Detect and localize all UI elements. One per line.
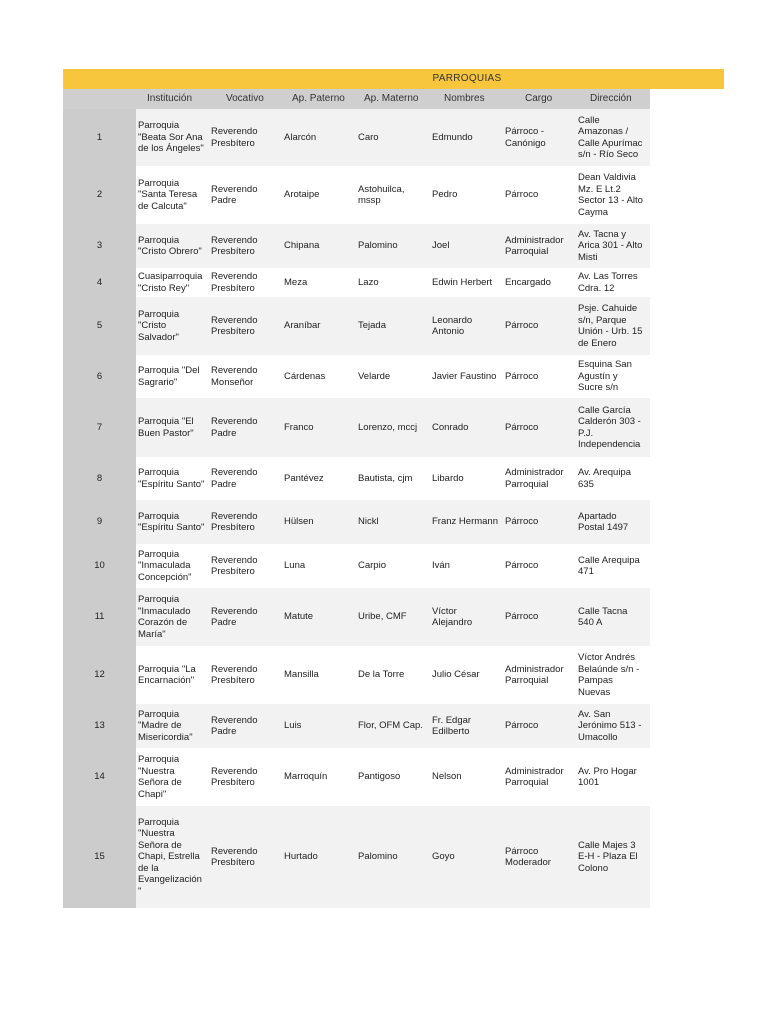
cell-ap-materno: Bautista, cjm <box>358 472 413 484</box>
cell-vocativo: Reverendo Presbítero <box>211 234 258 257</box>
cell-ap-paterno: Marroquín <box>284 771 328 783</box>
cell-vocativo: Reverendo Monseñor <box>211 365 258 388</box>
header-ap-paterno: Ap. Paterno <box>292 93 345 104</box>
cell-direccion: Víctor Andrés Belaúnde s/n - Pampas Nuevas <box>578 652 640 698</box>
row-number: 14 <box>94 771 105 783</box>
cell-institucion: Parroquia "Nuestra Señora de Chapi" <box>138 754 182 800</box>
cell-nombres: Javier Faustino <box>432 370 497 382</box>
cell-vocativo: Reverendo Presbítero <box>211 314 258 337</box>
cell-cargo: Párroco - Canónigo <box>505 126 546 149</box>
cell-ap-materno: Carpio <box>358 560 386 572</box>
cell-cargo: Encargado <box>505 276 551 288</box>
row-number: 11 <box>94 611 105 623</box>
row-number: 3 <box>96 240 103 252</box>
row-number: 9 <box>96 516 103 528</box>
header-row <box>63 89 650 109</box>
cell-ap-materno: Palomino <box>358 240 398 252</box>
cell-ap-materno: Caro <box>358 131 379 143</box>
cell-nombres: Víctor Alejandro <box>432 605 473 628</box>
cell-nombres: Leonardo Antonio <box>432 314 473 337</box>
row-number: 12 <box>94 669 105 681</box>
cell-vocativo: Reverendo Presbítero <box>211 510 258 533</box>
cell-ap-materno: De la Torre <box>358 669 405 681</box>
cell-ap-paterno: Matute <box>284 611 314 623</box>
cell-cargo: Administrador Parroquial <box>505 765 564 788</box>
cell-ap-materno: Astohuilca, mssp <box>358 183 405 206</box>
title-bar <box>63 69 724 89</box>
cell-nombres: Conrado <box>432 421 469 433</box>
cell-cargo: Párroco <box>505 421 539 433</box>
cell-direccion: Av. Las Torres Cdra. 12 <box>578 271 638 294</box>
cell-direccion: Calle Amazonas / Calle Apurímac s/n - Río Seco <box>578 114 643 160</box>
cell-ap-paterno: Luis <box>284 720 302 732</box>
cell-institucion: Parroquia "Santa Teresa de Calcuta" <box>138 177 198 212</box>
cell-nombres: Iván <box>432 560 450 572</box>
header-cargo: Cargo <box>525 93 553 104</box>
cell-ap-materno: Palomino <box>358 851 398 863</box>
cell-ap-paterno: Arotaipe <box>284 189 320 201</box>
cell-ap-paterno: Pantévez <box>284 472 324 484</box>
row-number: 8 <box>96 472 103 484</box>
cell-nombres: Goyo <box>432 851 455 863</box>
cell-nombres: Julio César <box>432 669 480 681</box>
cell-nombres: Libardo <box>432 472 464 484</box>
cell-institucion: Parroquia "El Buen Pastor" <box>138 416 194 439</box>
cell-vocativo: Reverendo Padre <box>211 467 258 490</box>
cell-direccion: Dean Valdivia Mz. E Lt.2 Sector 13 - Alto Cayma <box>578 172 643 218</box>
cell-cargo: Párroco <box>505 720 539 732</box>
cell-institucion: Parroquia "Beata Sor Ana de los Ángeles" <box>138 120 204 155</box>
cell-institucion: Parroquia "Del Sagrario" <box>138 365 200 388</box>
cell-nombres: Fr. Edgar Edilberto <box>432 714 472 737</box>
cell-nombres: Edmundo <box>432 131 473 143</box>
cell-vocativo: Reverendo Presbítero <box>211 845 258 868</box>
cell-nombres: Edwin Herbert <box>432 276 493 288</box>
cell-institucion: Parroquia "Cristo Obrero" <box>138 234 202 257</box>
header-ap-materno: Ap. Materno <box>364 93 419 104</box>
cell-direccion: Apartado Postal 1497 <box>578 510 629 533</box>
cell-vocativo: Reverendo Padre <box>211 605 258 628</box>
cell-cargo: Párroco <box>505 370 539 382</box>
cell-cargo: Párroco <box>505 189 539 201</box>
cell-ap-materno: Pantigoso <box>358 771 401 783</box>
cell-institucion: Parroquia "Inmaculado Corazón de María" <box>138 594 191 640</box>
cell-ap-materno: Velarde <box>358 370 391 382</box>
cell-vocativo: Reverendo Presbítero <box>211 663 258 686</box>
cell-direccion: Av. Arequipa 635 <box>578 467 631 490</box>
cell-ap-materno: Tejada <box>358 320 386 332</box>
cell-direccion: Calle Tacna 540 A <box>578 605 628 628</box>
cell-institucion: Parroquia "La Encarnación" <box>138 663 196 686</box>
cell-nombres: Nelson <box>432 771 462 783</box>
row-number: 6 <box>96 370 103 382</box>
cell-institucion: Parroquia "Madre de Misericordia" <box>138 708 193 743</box>
cell-ap-paterno: Franco <box>284 421 314 433</box>
cell-ap-paterno: Hurtado <box>284 851 318 863</box>
cell-nombres: Franz Hermann <box>432 516 498 528</box>
cell-ap-paterno: Meza <box>284 276 308 288</box>
row-number: 5 <box>96 320 103 332</box>
cell-ap-materno: Uribe, CMF <box>358 611 407 623</box>
header-nombres: Nombres <box>444 93 485 104</box>
row-number: 13 <box>94 720 105 732</box>
cell-vocativo: Reverendo Padre <box>211 416 258 439</box>
cell-ap-materno: Lorenzo, mccj <box>358 421 418 433</box>
cell-cargo: Párroco <box>505 611 539 623</box>
cell-ap-materno: Lazo <box>358 276 379 288</box>
cell-vocativo: Reverendo Padre <box>211 183 258 206</box>
cell-direccion: Calle García Calderón 303 - P.J. Independencia <box>578 404 641 450</box>
cell-vocativo: Reverendo Presbítero <box>211 554 258 577</box>
cell-ap-paterno: Cárdenas <box>284 370 326 382</box>
cell-ap-paterno: Luna <box>284 560 306 572</box>
cell-institucion: Parroquia "Espíritu Santo" <box>138 510 205 533</box>
cell-institucion: Parroquia "Espíritu Santo" <box>138 467 205 490</box>
cell-nombres: Joel <box>432 240 450 252</box>
cell-direccion: Calle Majes 3 E-H - Plaza El Colono <box>578 839 638 874</box>
cell-ap-paterno: Chipana <box>284 240 320 252</box>
header-vocativo: Vocativo <box>226 93 264 104</box>
cell-cargo: Párroco <box>505 320 539 332</box>
cell-ap-materno: Nickl <box>358 516 379 528</box>
row-number: 10 <box>94 560 105 572</box>
cell-nombres: Pedro <box>432 189 458 201</box>
header-direccion: Dirección <box>590 93 632 104</box>
cell-cargo: Párroco Moderador <box>505 845 551 868</box>
cell-cargo: Administrador Parroquial <box>505 467 564 490</box>
cell-direccion: Psje. Cahuide s/n, Parque Unión - Urb. 15 de Enero <box>578 303 643 349</box>
cell-direccion: Calle Arequipa 471 <box>578 554 640 577</box>
cell-cargo: Párroco <box>505 516 539 528</box>
row-number: 1 <box>96 131 103 143</box>
header-institucion: Institución <box>147 93 193 104</box>
cell-ap-materno: Flor, OFM Cap. <box>358 720 423 732</box>
row-number: 4 <box>96 276 103 288</box>
cell-institucion: Parroquia "Nuestra Señora de Chapi, Estrella de la Evangelización " <box>138 816 202 897</box>
row-number: 15 <box>94 851 105 863</box>
cell-cargo: Administrador Parroquial <box>505 234 564 257</box>
cell-ap-paterno: Araníbar <box>284 320 321 332</box>
cell-direccion: Esquina San Agustín y Sucre s/n <box>578 359 632 394</box>
cell-cargo: Párroco <box>505 560 539 572</box>
cell-direccion: Av. Tacna y Arica 301 - Alto Misti <box>578 228 643 263</box>
row-number: 7 <box>96 421 103 433</box>
cell-ap-paterno: Mansilla <box>284 669 319 681</box>
cell-cargo: Administrador Parroquial <box>505 663 564 686</box>
cell-institucion: Parroquia "Inmaculada Concepción" <box>138 548 192 583</box>
cell-vocativo: Reverendo Presbítero <box>211 271 258 294</box>
cell-institucion: Parroquia "Cristo Salvador" <box>138 308 180 343</box>
cell-vocativo: Reverendo Padre <box>211 714 258 737</box>
cell-direccion: Av. Pro Hogar 1001 <box>578 765 637 788</box>
row-number: 2 <box>96 189 103 201</box>
sheet-title: PARROQUIAS <box>432 73 502 84</box>
cell-direccion: Av. San Jerónimo 513 - Umacollo <box>578 708 642 743</box>
cell-institucion: Cuasiparroquia "Cristo Rey" <box>138 271 203 294</box>
cell-ap-paterno: Alarcón <box>284 131 317 143</box>
cell-vocativo: Reverendo Presbítero <box>211 126 258 149</box>
cell-vocativo: Reverendo Presbítero <box>211 765 258 788</box>
cell-ap-paterno: Hülsen <box>284 516 314 528</box>
